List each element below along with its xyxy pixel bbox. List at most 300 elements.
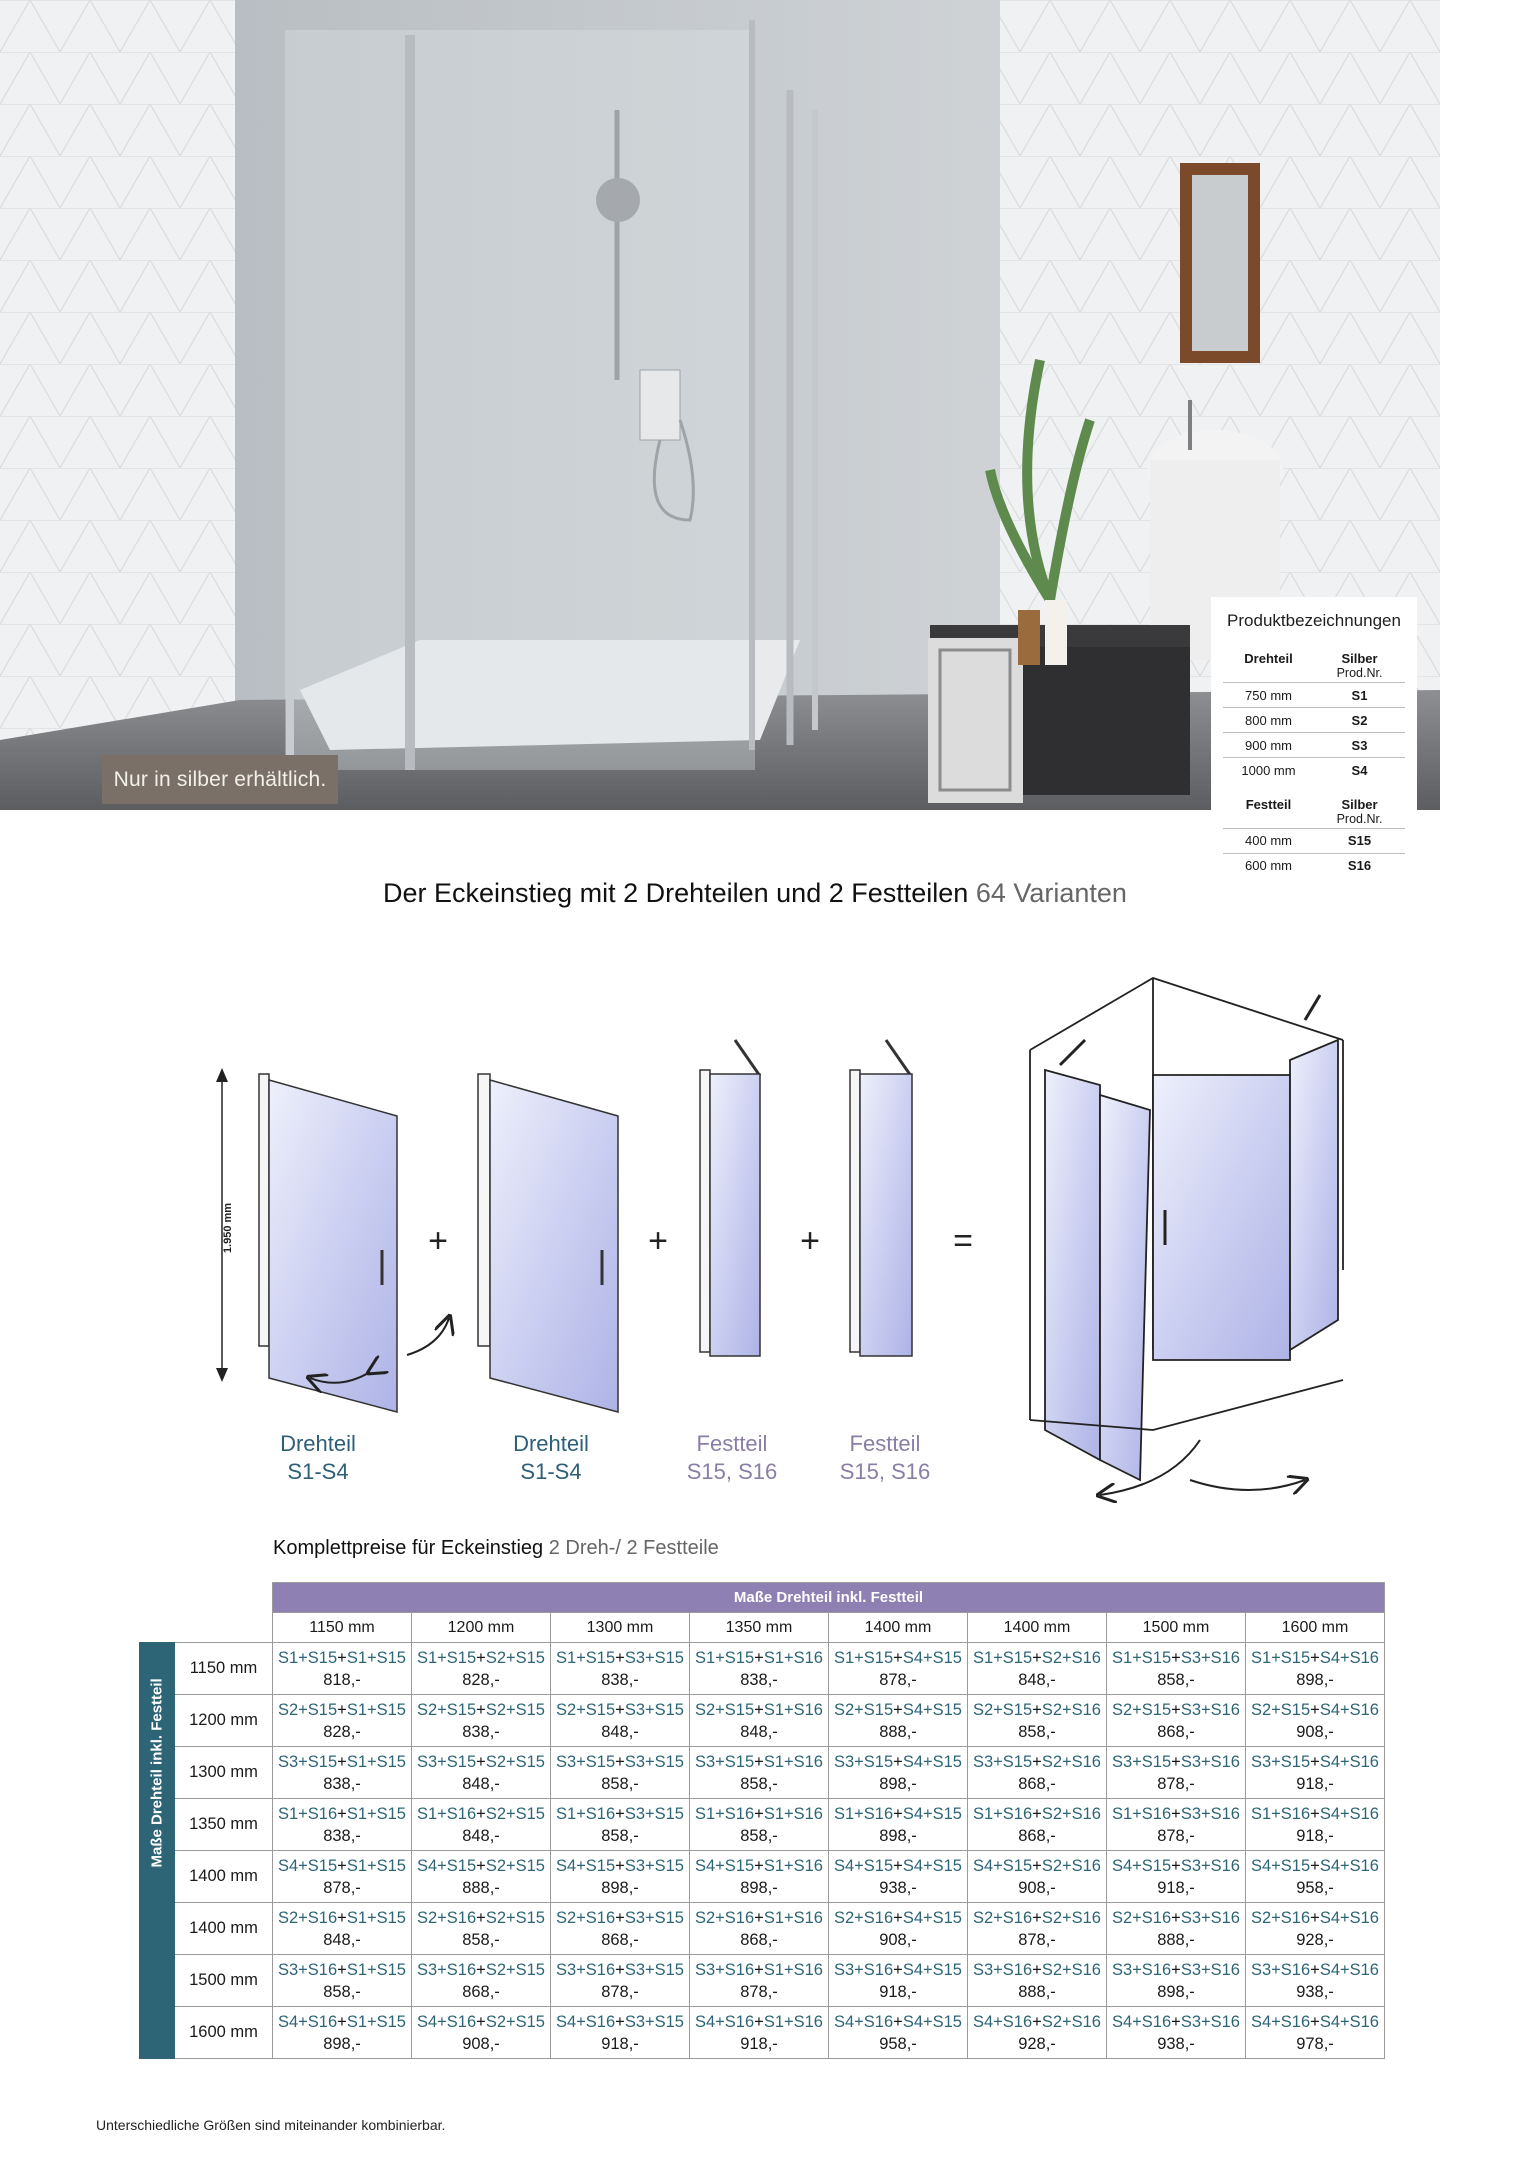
combo-plus: + [1171, 2012, 1181, 2031]
price-row-label: 1500 mm [175, 1955, 273, 2007]
price-cell [1107, 1799, 1246, 1851]
price-cell [551, 1903, 690, 1955]
price-value: 858,- [601, 1826, 639, 1845]
combo-second: S4+S16 [1319, 2012, 1379, 2031]
combo-plus: + [615, 1700, 625, 1719]
combo-second: S4+S16 [1319, 1700, 1379, 1719]
price-value: 898,- [601, 1878, 639, 1897]
plus-sign-3 [800, 1222, 820, 1260]
combo-plus: + [754, 1752, 764, 1771]
combo-line [690, 1751, 828, 1773]
fest-col-title: Silber [1341, 796, 1378, 812]
price-value: 908,- [1296, 1722, 1334, 1741]
price-row-label: 1150 mm [175, 1643, 273, 1695]
combo-line [1246, 1907, 1384, 1929]
combo-plus: + [337, 2012, 347, 2031]
fest-header-row [1223, 795, 1405, 829]
plus-2: + [648, 1222, 668, 1260]
price-row-label: 1350 mm [175, 1799, 273, 1851]
price-cell [1246, 1643, 1385, 1695]
combo-plus: + [1310, 1648, 1320, 1667]
combo-second: S2+S15 [485, 2012, 545, 2031]
combo-first: S2+S16 [555, 1908, 616, 1927]
combo-line [551, 1699, 689, 1721]
combo-line [968, 2011, 1106, 2033]
combo-line [968, 1907, 1106, 1929]
price-value: 918,- [879, 1982, 917, 2001]
price-cell [412, 1695, 551, 1747]
price-cell [1246, 2007, 1385, 2059]
combo-first: S1+S16 [277, 1804, 338, 1823]
combo-plus: + [1171, 1700, 1181, 1719]
price-cell [690, 2007, 829, 2059]
combo-plus: + [1032, 1908, 1042, 1927]
combo-first: S1+S16 [694, 1804, 755, 1823]
combo-first: S1+S16 [1111, 1804, 1172, 1823]
price-column-header: 1400 mm [968, 1613, 1107, 1643]
combo-line [968, 1855, 1106, 1877]
price-cell [968, 1747, 1107, 1799]
price-value: 868,- [740, 1930, 778, 1949]
price-value: 888,- [462, 1878, 500, 1897]
combo-plus: + [337, 1908, 347, 1927]
price-cell [273, 1799, 412, 1851]
combo-line [412, 2011, 550, 2033]
plus-1: + [428, 1222, 448, 1260]
combo-plus: + [615, 1960, 625, 1979]
combo-first: S3+S16 [694, 1960, 755, 1979]
price-row-label: 1400 mm [175, 1903, 273, 1955]
panel-festteil-2 [850, 1040, 912, 1356]
combo-first: S4+S15 [555, 1856, 616, 1875]
combo-first: S4+S15 [1111, 1856, 1172, 1875]
combo-second: S2+S15 [485, 1960, 545, 1979]
combo-first: S1+S16 [833, 1804, 894, 1823]
code-cell: S15 [1314, 828, 1405, 853]
combo-first: S2+S15 [694, 1700, 755, 1719]
combo-line [829, 1855, 967, 1877]
price-value: 878,- [601, 1982, 639, 2001]
combo-second: S2+S15 [485, 1908, 545, 1927]
combo-line [412, 1803, 550, 1825]
price-row [140, 1695, 1385, 1747]
combo-plus: + [1310, 1752, 1320, 1771]
combo-line [968, 1959, 1106, 1981]
combo-second: S2+S16 [1041, 1908, 1101, 1927]
combo-first: S4+S15 [277, 1856, 338, 1875]
size-cell: 600 mm [1223, 853, 1314, 878]
combo-line [551, 1751, 689, 1773]
price-cell [1246, 1747, 1385, 1799]
price-row [140, 1955, 1385, 2007]
price-cell [968, 1955, 1107, 2007]
fest-col-header [1314, 795, 1405, 829]
combo-plus: + [893, 1856, 903, 1875]
combo-second: S4+S16 [1319, 1752, 1379, 1771]
price-cell [968, 1903, 1107, 1955]
combo-line [1246, 1751, 1384, 1773]
combo-second: S4+S15 [902, 1856, 962, 1875]
combo-line [551, 1803, 689, 1825]
product-designations-box [1211, 597, 1417, 886]
combo-first: S2+S16 [972, 1908, 1033, 1927]
combo-line [412, 1907, 550, 1929]
price-cell [273, 1955, 412, 2007]
price-value: 858,- [1157, 1670, 1195, 1689]
part-name: Festteil [696, 1431, 768, 1456]
combo-line [1107, 1647, 1245, 1669]
price-value: 828,- [462, 1670, 500, 1689]
price-value: 938,- [1157, 2034, 1195, 2053]
combo-second: S3+S15 [624, 2012, 684, 2031]
combo-line [273, 1855, 411, 1877]
combo-second: S3+S16 [1180, 1960, 1240, 1979]
price-cell [968, 1643, 1107, 1695]
price-cell [690, 1695, 829, 1747]
combo-first: S4+S16 [416, 2012, 477, 2031]
price-value: 918,- [1296, 1826, 1334, 1845]
price-cell [1107, 1695, 1246, 1747]
combo-line [273, 1907, 411, 1929]
combo-second: S1+S16 [763, 1700, 823, 1719]
combo-line [690, 1855, 828, 1877]
price-cell [1107, 1955, 1246, 2007]
price-row [140, 1851, 1385, 1903]
code-cell: S1 [1314, 683, 1405, 708]
fest-col-sub: Prod.Nr. [1336, 811, 1383, 826]
price-cell [551, 1695, 690, 1747]
price-table [139, 1582, 1385, 2059]
combo-first: S3+S16 [555, 1960, 616, 1979]
combo-second: S1+S16 [763, 1804, 823, 1823]
price-title-sub: 2 Dreh-/ 2 Festteile [548, 1537, 719, 1559]
price-cell [273, 1903, 412, 1955]
fest-rows [1223, 828, 1405, 878]
price-value: 848,- [1018, 1670, 1056, 1689]
combo-second: S1+S16 [763, 1648, 823, 1667]
price-column-header: 1600 mm [1246, 1613, 1385, 1643]
combo-plus: + [1171, 1908, 1181, 1927]
combo-second: S2+S15 [485, 1648, 545, 1667]
combo-first: S4+S16 [972, 2012, 1033, 2031]
price-cell [1107, 1643, 1246, 1695]
price-value: 888,- [1018, 1982, 1056, 2001]
combo-second: S2+S16 [1041, 1960, 1101, 1979]
combo-second: S2+S15 [485, 1752, 545, 1771]
panel-drehteil-1 [259, 1074, 397, 1412]
combo-first: S3+S16 [416, 1960, 477, 1979]
price-cell [551, 1747, 690, 1799]
price-title-main: Komplettpreise für Eckeinstieg [273, 1537, 544, 1559]
price-row [140, 1747, 1385, 1799]
combo-first: S3+S16 [277, 1960, 338, 1979]
combo-plus: + [1032, 2012, 1042, 2031]
price-value: 878,- [740, 1982, 778, 2001]
price-column-header: 1150 mm [273, 1613, 412, 1643]
price-value: 858,- [740, 1826, 778, 1845]
price-cell [829, 2007, 968, 2059]
combo-second: S2+S16 [1041, 1648, 1101, 1667]
combo-second: S3+S16 [1180, 1752, 1240, 1771]
dreh-rows [1223, 683, 1405, 783]
combo-plus: + [1032, 1804, 1042, 1823]
price-value: 848,- [740, 1722, 778, 1741]
combo-second: S2+S16 [1041, 1752, 1101, 1771]
combo-second: S2+S15 [485, 1700, 545, 1719]
price-value: 938,- [1296, 1982, 1334, 2001]
price-value: 928,- [1296, 1930, 1334, 1949]
combo-line [1107, 1699, 1245, 1721]
combo-plus: + [476, 1856, 486, 1875]
combo-second: S4+S16 [1319, 1856, 1379, 1875]
combo-line [1246, 1855, 1384, 1877]
combo-second: S4+S15 [902, 1648, 962, 1667]
combo-line [690, 1803, 828, 1825]
price-cell [829, 1695, 968, 1747]
price-column-header: 1400 mm [829, 1613, 968, 1643]
rotation-arrow [407, 1318, 449, 1355]
combo-first: S2+S15 [555, 1700, 616, 1719]
code-cell: S2 [1314, 708, 1405, 733]
price-value: 978,- [1296, 2034, 1334, 2053]
price-value: 848,- [601, 1722, 639, 1741]
combo-plus: + [754, 2012, 764, 2031]
combo-plus: + [615, 1752, 625, 1771]
price-cell [1107, 2007, 1246, 2059]
combo-plus: + [1310, 1960, 1320, 1979]
dreh-col-header [1314, 649, 1405, 683]
combo-plus: + [1310, 1856, 1320, 1875]
combo-second: S2+S15 [485, 1804, 545, 1823]
price-value: 868,- [1018, 1826, 1056, 1845]
footnote: Unterschiedliche Größen sind miteinander kombinierbar. [96, 2117, 446, 2133]
combo-plus: + [615, 1856, 625, 1875]
price-cell [829, 1955, 968, 2007]
combo-second: S1+S16 [763, 1752, 823, 1771]
combo-second: S3+S15 [624, 1908, 684, 1927]
combo-first: S4+S15 [1250, 1856, 1311, 1875]
price-value: 848,- [462, 1774, 500, 1793]
combo-first: S4+S15 [694, 1856, 755, 1875]
dreh-header-row [1223, 649, 1405, 683]
price-value: 918,- [601, 2034, 639, 2053]
price-cell [273, 1851, 412, 1903]
label-festteil-1 [652, 1430, 812, 1486]
price-value: 858,- [740, 1774, 778, 1793]
size-cell: 1000 mm [1223, 758, 1314, 783]
price-value: 918,- [1157, 1878, 1195, 1897]
price-cell [829, 1747, 968, 1799]
combo-line [412, 1959, 550, 1981]
combo-second: S3+S16 [1180, 2012, 1240, 2031]
price-cell [690, 1903, 829, 1955]
fest-row [1223, 828, 1405, 853]
combo-first: S3+S15 [972, 1752, 1033, 1771]
combo-line [1246, 1699, 1384, 1721]
combo-line [551, 1907, 689, 1929]
combo-plus: + [893, 1804, 903, 1823]
combo-second: S1+S15 [346, 1908, 406, 1927]
price-value: 878,- [1157, 1774, 1195, 1793]
plus-3: + [800, 1222, 820, 1260]
price-column-header: 1350 mm [690, 1613, 829, 1643]
price-cell [968, 1695, 1107, 1747]
dreh-row [1223, 683, 1405, 708]
combo-second: S3+S15 [624, 1804, 684, 1823]
combo-plus: + [615, 1648, 625, 1667]
combo-line [829, 1907, 967, 1929]
combo-plus: + [1032, 1960, 1042, 1979]
combo-plus: + [893, 1700, 903, 1719]
product-designations-table [1223, 649, 1405, 878]
part-codes: S1-S4 [287, 1459, 349, 1484]
height-dimension [216, 1068, 234, 1382]
price-cell [1246, 1903, 1385, 1955]
combo-first: S3+S15 [694, 1752, 755, 1771]
combo-line [273, 1751, 411, 1773]
combo-line [968, 1647, 1106, 1669]
combo-second: S1+S15 [346, 1960, 406, 1979]
combo-second: S1+S15 [346, 1856, 406, 1875]
combo-plus: + [754, 1908, 764, 1927]
combo-line [1246, 1647, 1384, 1669]
price-cell [1246, 1695, 1385, 1747]
price-value: 958,- [879, 2034, 917, 2053]
dreh-row [1223, 758, 1405, 783]
combo-plus: + [893, 1648, 903, 1667]
combo-line [829, 1647, 967, 1669]
price-cell [412, 1799, 551, 1851]
code-cell: S3 [1314, 733, 1405, 758]
price-row-label: 1300 mm [175, 1747, 273, 1799]
combo-first: S1+S15 [277, 1648, 338, 1667]
price-value: 878,- [879, 1670, 917, 1689]
price-side-header [140, 1643, 175, 2059]
price-row [140, 1799, 1385, 1851]
dreh-col-sub: Prod.Nr. [1336, 666, 1383, 680]
part-codes: S15, S16 [686, 1459, 778, 1484]
combo-line [1246, 1959, 1384, 1981]
availability-badge: Nur in silber erhältlich. [102, 755, 338, 804]
combo-plus: + [1310, 1908, 1320, 1927]
combo-second: S3+S15 [624, 1700, 684, 1719]
price-value: 878,- [1018, 1930, 1056, 1949]
label-drehteil-1 [238, 1430, 398, 1486]
plus-sign-1 [428, 1222, 448, 1260]
combo-line [968, 1699, 1106, 1721]
price-cell [1107, 1747, 1246, 1799]
combo-first: S3+S16 [1111, 1960, 1172, 1979]
price-body [140, 1643, 1385, 2059]
price-column-header: 1200 mm [412, 1613, 551, 1643]
combo-plus: + [337, 1700, 347, 1719]
plus-sign-2 [648, 1222, 668, 1260]
combo-second: S4+S16 [1319, 1648, 1379, 1667]
dreh-header: Drehteil [1244, 651, 1293, 666]
price-row [140, 2007, 1385, 2059]
combo-first: S1+S15 [972, 1648, 1033, 1667]
combo-second: S1+S15 [346, 2012, 406, 2031]
combo-second: S1+S15 [346, 1700, 406, 1719]
combo-first: S3+S15 [833, 1752, 894, 1771]
price-top-header-row [140, 1583, 1385, 1613]
combo-plus: + [1032, 1700, 1042, 1719]
combo-first: S3+S15 [1111, 1752, 1172, 1771]
combo-second: S2+S15 [485, 1856, 545, 1875]
price-row-label: 1400 mm [175, 1851, 273, 1903]
assembled-enclosure [1030, 978, 1343, 1495]
combo-first: S2+S16 [1111, 1908, 1172, 1927]
combo-second: S3+S16 [1180, 1700, 1240, 1719]
price-value: 898,- [740, 1878, 778, 1897]
price-row [140, 1903, 1385, 1955]
combo-plus: + [476, 1960, 486, 1979]
combo-second: S2+S16 [1041, 1700, 1101, 1719]
combo-second: S3+S16 [1180, 1648, 1240, 1667]
combo-first: S1+S15 [555, 1648, 616, 1667]
combo-line [273, 1959, 411, 1981]
combo-plus: + [754, 1960, 764, 1979]
code-cell: S4 [1314, 758, 1405, 783]
combo-first: S3+S16 [833, 1960, 894, 1979]
combo-first: S4+S16 [1250, 2012, 1311, 2031]
combo-plus: + [1032, 1856, 1042, 1875]
combo-line [412, 1647, 550, 1669]
label-festteil-2 [805, 1430, 965, 1486]
assembly-diagram [0, 960, 1527, 1520]
price-cell [829, 1799, 968, 1851]
part-codes: S1-S4 [520, 1459, 582, 1484]
price-value: 898,- [879, 1826, 917, 1845]
combo-second: S3+S15 [624, 1856, 684, 1875]
combo-plus: + [1032, 1752, 1042, 1771]
combo-line [273, 1699, 411, 1721]
combo-second: S4+S16 [1319, 1960, 1379, 1979]
combo-plus: + [893, 1908, 903, 1927]
combo-plus: + [615, 2012, 625, 2031]
combo-first: S2+S16 [1250, 1908, 1311, 1927]
combo-second: S2+S16 [1041, 1804, 1101, 1823]
combo-first: S3+S15 [1250, 1752, 1311, 1771]
combo-line [1107, 1855, 1245, 1877]
price-cell [968, 1851, 1107, 1903]
combo-first: S2+S16 [416, 1908, 477, 1927]
price-value: 888,- [1157, 1930, 1195, 1949]
price-value: 868,- [601, 1930, 639, 1949]
combo-plus: + [893, 1960, 903, 1979]
price-cell [273, 1695, 412, 1747]
combo-line [968, 1803, 1106, 1825]
combo-plus: + [337, 1752, 347, 1771]
combo-line [1107, 1751, 1245, 1773]
price-value: 858,- [323, 1982, 361, 2001]
combo-line [1246, 1803, 1384, 1825]
price-cell [412, 1903, 551, 1955]
combo-plus: + [476, 1804, 486, 1823]
combo-second: S1+S16 [763, 1908, 823, 1927]
price-value: 868,- [1157, 1722, 1195, 1741]
price-value: 858,- [1018, 1722, 1056, 1741]
combo-plus: + [476, 1752, 486, 1771]
price-cell [829, 1643, 968, 1695]
combo-first: S2+S16 [277, 1908, 338, 1927]
combo-first: S1+S15 [694, 1648, 755, 1667]
table-gap [1223, 783, 1405, 795]
price-value: 898,- [323, 2034, 361, 2053]
combo-plus: + [1171, 1856, 1181, 1875]
part-name: Festteil [849, 1431, 921, 1456]
price-cell [690, 1747, 829, 1799]
